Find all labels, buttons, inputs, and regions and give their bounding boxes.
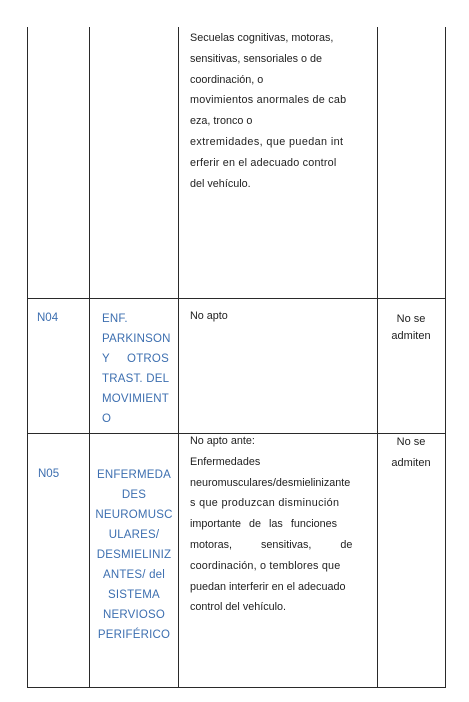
adaptation-line: admiten <box>391 329 431 342</box>
category-line: ENF. <box>102 313 128 325</box>
table-border-bottom <box>27 687 446 688</box>
condition-line: No apto <box>190 310 228 322</box>
condition-line: movimientos anormales de cab <box>190 94 347 107</box>
adaptation-line: admiten <box>391 456 431 469</box>
condition-text: extremidades, que puedan int <box>190 135 344 148</box>
table-cell-conditions-n04 <box>190 306 365 327</box>
category-line: ENFERMEDA <box>96 469 171 481</box>
adaptation-line: No se <box>396 436 426 448</box>
condition-line: puedan interferir en el adecuado <box>190 580 346 593</box>
table-cell-code-n05: N05 <box>38 468 60 480</box>
category-line: ANTES/ del <box>102 569 166 581</box>
condition-line: s que produzcan disminución <box>190 497 340 510</box>
table-cell-code-n04: N04 <box>37 312 59 324</box>
table-border-left <box>27 27 28 688</box>
condition-line: eza, tronco o <box>190 115 253 128</box>
table-cell-adaptations-n04 <box>379 311 443 344</box>
category-line: NEUROMUSC <box>95 509 173 521</box>
category-line: DES <box>121 489 147 501</box>
category-line: PERIFÉRICO <box>97 629 171 641</box>
table-cell-conditions-row1 <box>190 28 365 194</box>
condition-line <box>190 132 365 153</box>
condition-line: No apto ante: <box>190 435 255 447</box>
condition-line: del vehículo. <box>190 177 251 190</box>
table-border-right <box>445 27 446 688</box>
column-divider-1 <box>89 27 90 688</box>
table-cell-adaptations-n05 <box>379 434 443 471</box>
condition-line: sensitivas, sensoriales o de <box>190 52 323 65</box>
category-line: PARKINSON <box>102 333 171 345</box>
condition-line: importante de las funciones <box>190 518 338 531</box>
category-line: TRAST. DEL <box>102 373 170 385</box>
condition-line: Enfermedades <box>190 455 261 468</box>
condition-line: control del vehículo. <box>190 601 287 614</box>
category-line: MOVIMIENT <box>102 393 169 405</box>
category-line: ULARES/ <box>108 529 160 541</box>
condition-line: neuromusculares/desmielinizante <box>190 476 351 489</box>
condition-line: Secuelas cognitivas, motoras, <box>190 32 334 44</box>
condition-line: coordinación, o <box>190 73 264 86</box>
column-divider-3 <box>377 27 378 688</box>
adaptation-line: No se <box>396 313 426 325</box>
table-cell-conditions-n05 <box>190 431 369 618</box>
table-cell-category-n04 <box>102 309 174 429</box>
condition-line: erferir en el adecuado control <box>190 156 337 169</box>
category-line: SISTEMA <box>108 589 160 601</box>
category-line: DESMIELINIZ <box>96 549 172 561</box>
condition-line: motoras, sensitivas, de <box>190 538 353 551</box>
row-divider-1 <box>27 298 446 299</box>
column-divider-2 <box>178 27 179 688</box>
category-line: O <box>102 413 112 425</box>
table-cell-category-n05 <box>92 465 176 645</box>
category-line: NERVIOSO <box>102 609 166 621</box>
category-line: Y OTROS <box>102 353 169 365</box>
condition-line: coordinación, o temblores que <box>190 559 341 572</box>
